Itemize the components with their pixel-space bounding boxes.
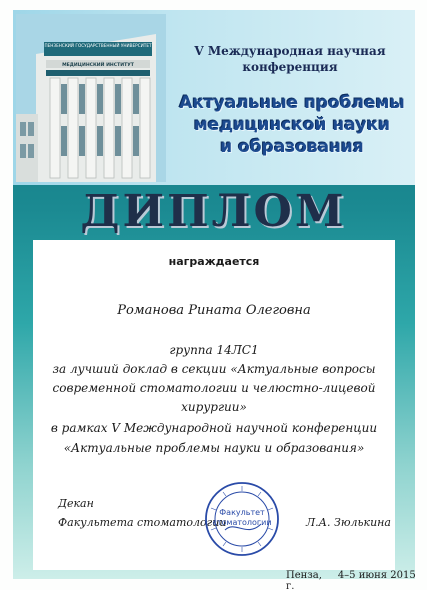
stamp-text-line-1: Факультет — [219, 508, 265, 517]
conference-title-line-2: медицинской науки — [193, 115, 391, 135]
conference-line-1: V Международная научная — [194, 44, 386, 58]
faculty-stamp — [203, 480, 281, 558]
building-sign-university: ПЕНЗЕНСКИЙ ГОСУДАРСТВЕННЫЙ УНИВЕРСИТЕТ — [44, 43, 152, 48]
awarded-label: награждается — [168, 255, 260, 268]
award-reason-line-5: «Актуальные проблемы науки и образования» — [63, 441, 365, 455]
stamp-text-line-2: стоматологии — [212, 518, 272, 527]
award-reason-line-4: в рамках V Международной научной конференции — [50, 421, 378, 435]
building-sign-institute: МЕДИЦИНСКИЙ ИНСТИТУТ — [62, 63, 134, 68]
recipient-name: Романова Рината Олеговна — [117, 303, 311, 318]
signer-role-line-1: Декан — [58, 497, 94, 510]
group-label: группа 14ЛС1 — [169, 343, 259, 357]
signer-name: Л.А. Зюлькина — [306, 516, 391, 529]
institute-building-image — [16, 14, 166, 182]
award-reason-line-2: современной стоматологии и челюстно-лицевой — [52, 381, 376, 395]
footer-date: 4–5 июня 2015 г. — [286, 570, 416, 592]
conference-title-line-3: и образования — [220, 137, 364, 157]
footer-place-date — [286, 570, 427, 592]
conference-line-2: конференция — [242, 60, 338, 74]
conference-title-line-1: Актуальные проблемы — [179, 93, 405, 113]
award-reason-line-1: за лучший доклад в секции «Актуальные вопросы — [52, 362, 376, 376]
award-reason-line-3: хирургии» — [181, 400, 247, 414]
footer-city: Пенза, — [286, 570, 322, 581]
diploma-heading: ДИПЛОМ — [80, 186, 347, 237]
signer-role-line-2: Факультета стоматологии — [58, 516, 227, 529]
